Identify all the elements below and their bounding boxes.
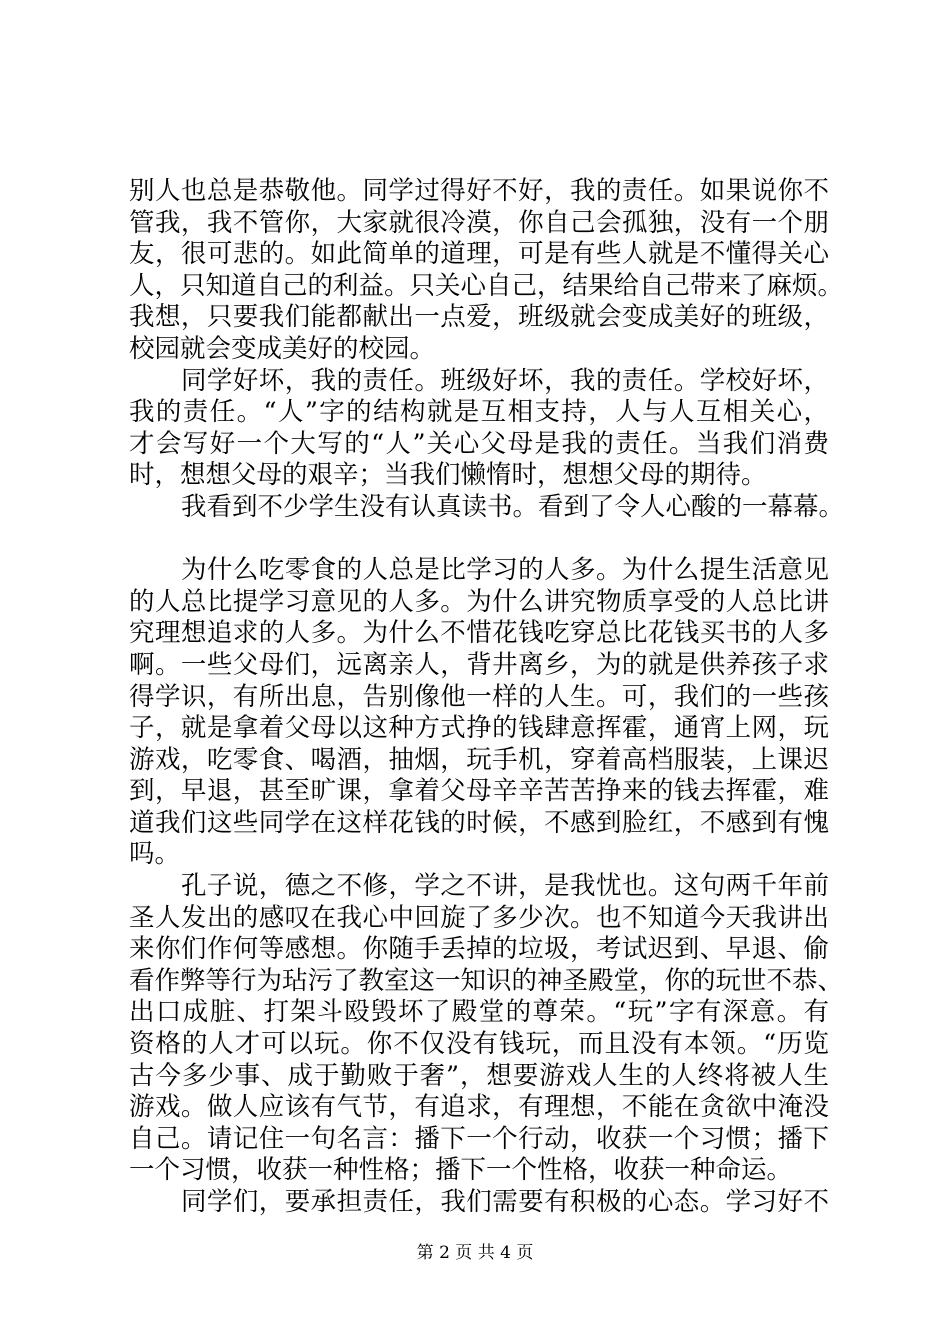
text-line: 时，想想父母的艰辛；当我们懒惰时，想想父母的期待。 — [129, 460, 767, 491]
text-line: 人，只知道自己的利益。只关心自己，结果给自己带来了麻烦。 — [129, 270, 844, 301]
text-line: 我想，只要我们能都献出一点爱，班级就会变成美好的班级， — [129, 302, 829, 333]
text-line: 别人也总是恭敬他。同学过得好不好，我的责任。如果说你不 — [129, 176, 829, 206]
text-line: 子，就是拿着父母以这种方式挣的钱肆意挥霍，通宵上网，玩 — [129, 713, 829, 744]
text-line: 才会写好一个大写的“人”关心父母是我的责任。当我们消费 — [129, 428, 829, 459]
text-line: 道我们这些同学在这样花钱的时候，不感到脸红，不感到有愧 — [129, 807, 829, 838]
paragraph-first-line: 我看到不少学生没有认真读书。看到了令人心酸的一幕幕。 — [181, 491, 845, 522]
text-line: 的人总比提学习意见的人多。为什么讲究物质享受的人总比讲 — [129, 586, 829, 617]
text-line: 自己。请记住一句名言：播下一个行动，收获一个习惯；播下 — [129, 1123, 829, 1154]
paragraph-first-line: 为什么吃零食的人总是比学习的人多。为什么提生活意见 — [181, 555, 829, 586]
text-line: 资格的人才可以玩。你不仅没有钱玩，而且没有本领。“历览 — [129, 1029, 829, 1060]
text-line: 我的责任。“人”字的结构就是互相支持，人与人互相关心， — [129, 397, 829, 428]
paragraph-first-line: 孔子说，德之不修，学之不讲，是我忧也。这句两千年前 — [181, 871, 829, 902]
text-line: 到，早退，甚至旷课，拿着父母辛辛苦苦挣来的钱去挥霍，难 — [129, 776, 829, 807]
page-footer — [0, 1242, 950, 1264]
paragraph-first-line: 同学们，要承担责任，我们需要有积极的心态。学习好不 — [181, 1187, 829, 1217]
text-line: 啊。一些父母们，远离亲人，背井离乡，为的就是供养孩子求 — [129, 649, 829, 680]
text-line: 吗。 — [129, 839, 181, 870]
text-line: 友，很可悲的。如此简单的道理，可是有些人就是不懂得关心 — [129, 239, 829, 270]
text-line: 一个习惯，收获一种性格；播下一个性格，收获一种命运。 — [129, 1155, 793, 1186]
document-body — [129, 176, 845, 1219]
text-line: 出口成脏、打架斗殴毁坏了殿堂的尊荣。“玩”字有深意。有 — [129, 997, 829, 1028]
text-line: 管我，我不管你，大家就很冷漠，你自己会孤独，没有一个朋 — [129, 207, 829, 238]
text-line: 校园就会变成美好的校园。 — [129, 333, 436, 364]
text-line: 得学识，有所出息，告别像他一样的人生。可，我们的一些孩 — [129, 681, 829, 712]
paragraph-first-line: 同学好坏，我的责任。班级好坏，我的责任。学校好坏， — [181, 365, 829, 396]
blank-line — [129, 524, 829, 556]
page-number: 第 2 页 共 4 页 — [416, 1243, 534, 1263]
text-line: 游戏。做人应该有气节，有追求，有理想，不能在贪欲中淹没 — [129, 1092, 829, 1123]
text-line: 来你们作何等感想。你随手丢掉的垃圾，考试迟到、早退、偷 — [129, 934, 829, 965]
text-line: 圣人发出的感叹在我心中回旋了多少次。也不知道今天我讲出 — [129, 902, 829, 933]
text-line: 看作弊等行为玷污了教室这一知识的神圣殿堂，你的玩世不恭、 — [129, 965, 844, 996]
text-line: 究理想追求的人多。为什么不惜花钱吃穿总比花钱买书的人多 — [129, 618, 829, 649]
text-line: 古今多少事、成于勤败于奢”，想要游戏人生的人终将被人生 — [129, 1060, 829, 1091]
text-line: 游戏，吃零食、喝酒，抽烟，玩手机，穿着高档服装，上课迟 — [129, 744, 829, 775]
